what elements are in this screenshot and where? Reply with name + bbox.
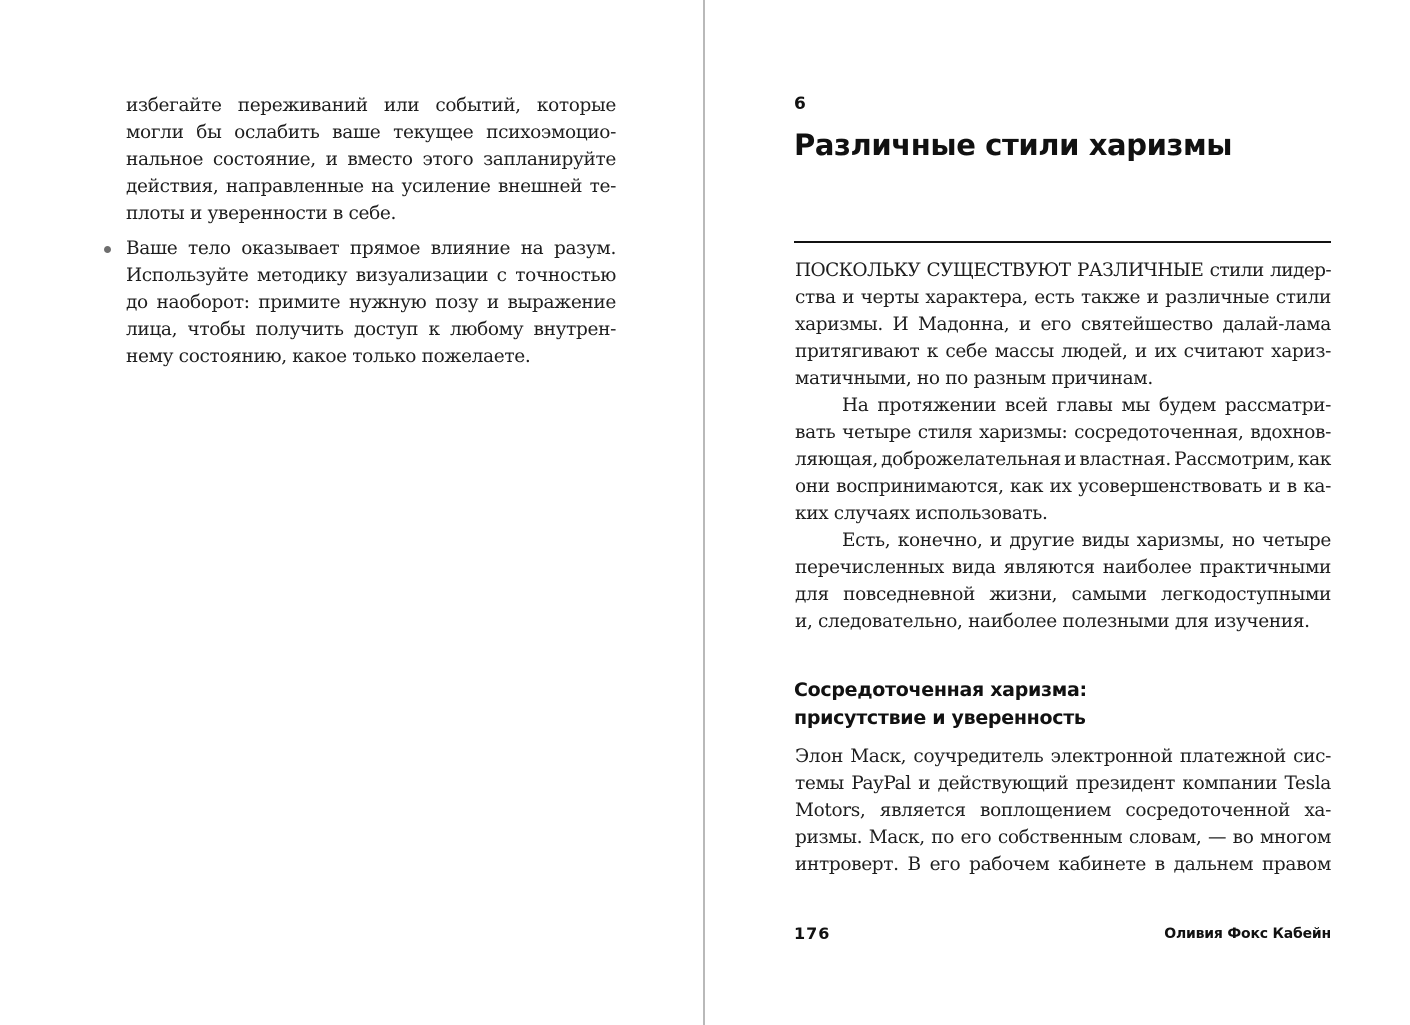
page-number: 176 <box>794 924 831 943</box>
section-body-paragraph <box>795 743 1331 878</box>
bullet-list-item <box>126 235 616 370</box>
running-footer-author: Оливия Фокс Кабейн <box>1164 926 1331 942</box>
text-line: избегайте переживаний или событий, которые <box>126 95 616 116</box>
text-line: ких случаях использовать. <box>795 503 1048 524</box>
text-line: На протяжении всей главы мы будем рассматри- <box>842 395 1331 416</box>
text-line: плоты и уверенности в себе. <box>126 203 397 224</box>
text-line: ПОСКОЛЬКУ СУЩЕСТВУЮТ РАЗЛИЧНЫЕ стили лидер- <box>795 260 1331 281</box>
section-heading-line: присутствие и уверенность <box>794 707 1086 729</box>
text-line: ства и черты характера, есть также и различные стили <box>795 287 1331 308</box>
text-line: Элон Маск, соучредитель электронной платежной сис- <box>795 746 1331 767</box>
intro-paragraph <box>795 257 1331 392</box>
text-line: Используйте методику визуализации с точностью <box>126 265 616 286</box>
paragraph-other-types <box>795 527 1331 635</box>
text-line: матичными, но по разным причинам. <box>795 368 1153 389</box>
continuation-paragraph <box>126 92 616 227</box>
book-spine-divider <box>703 0 705 1025</box>
text-line: Есть, конечно, и другие виды харизмы, но четыре <box>842 530 1331 551</box>
text-line: вать четыре стиля харизмы: сосредоточенная, вдохнов- <box>795 422 1331 443</box>
chapter-number: 6 <box>794 94 806 114</box>
bullet-icon <box>104 246 111 253</box>
text-line: лица, чтобы получить доступ к любому внутрен- <box>126 319 616 340</box>
text-line: Ваше тело оказывает прямое влияние на разум. <box>126 238 616 259</box>
text-line: харизмы. И Мадонна, и его святейшество далай-лама <box>795 314 1331 335</box>
text-line: и, следовательно, наиболее полезными для изучения. <box>795 611 1310 632</box>
text-line: нальное состояние, и вместо этого запланируйте <box>126 149 616 170</box>
text-line: действия, направленные на усиление внешней те- <box>126 176 616 197</box>
text-line: для повседневной жизни, самыми легкодоступными <box>795 584 1331 605</box>
text-line: интроверт. В его рабочем кабинете в дальнем правом <box>795 854 1331 875</box>
section-heading <box>794 676 1087 732</box>
paragraph-styles-overview <box>795 392 1331 527</box>
text-line: до наоборот: примите нужную позу и выражение <box>126 292 616 313</box>
text-line: притягивают к себе массы людей, и их считают хариз- <box>795 341 1331 362</box>
text-line: нему состоянию, какое только пожелаете. <box>126 346 531 367</box>
text-line: они воспринимаются, как их усовершенствовать и в ка- <box>795 476 1331 497</box>
text-line: Motors, является воплощением сосредоточенной ха- <box>795 800 1331 821</box>
text-line: ризмы. Маск, по его собственным словам, — во многом <box>795 827 1331 848</box>
chapter-divider-rule <box>794 241 1331 243</box>
text-line: перечисленных вида являются наиболее практичными <box>795 557 1331 578</box>
text-line: могли бы ослабить ваше текущее психоэмоцио- <box>126 122 616 143</box>
text-line: ляющая, доброжелательная и властная. Рассмотрим, как <box>795 449 1331 470</box>
section-heading-line: Сосредоточенная харизма: <box>794 679 1087 701</box>
chapter-title: Различные стили харизмы <box>794 128 1233 162</box>
text-line: темы PayPal и действующий президент компании Tesla <box>795 773 1331 794</box>
left-page <box>0 0 704 1025</box>
